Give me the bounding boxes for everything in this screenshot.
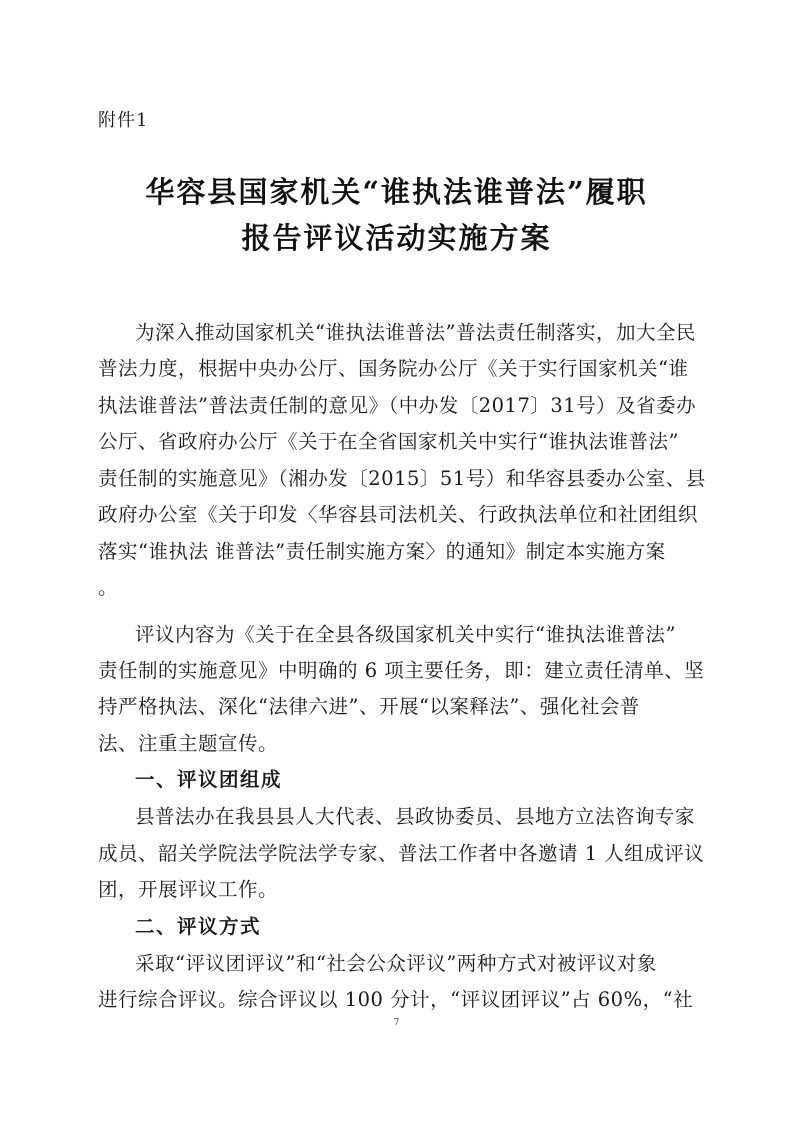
section2-paragraph-line: 采取“评议团评议”和“社会公众评议”两种方式对被评议对象 [135, 952, 657, 975]
intro-paragraph-line: 执法谁普法”普法责任制的意见》（中办发〔2017〕31号）及省委办 [98, 394, 697, 417]
content-paragraph-line: 责任制的实施意见》中明确的 6 项主要任务，即：建立责任清单、坚 [98, 659, 705, 682]
intro-paragraph-line: 政府办公室《关于印发〈华容县司法机关、行政执法单位和社团组织 [98, 503, 699, 526]
document-title-line-2: 报告评议活动实施方案 [241, 221, 552, 255]
attachment-label: 附件1 [98, 110, 149, 131]
section-heading-review-panel: 一、评议团组成 [135, 768, 283, 791]
section1-paragraph-line: 成员、韶关学院法学院法学专家、普法工作者中各邀请 1 人组成评议 [98, 842, 705, 865]
intro-paragraph-line: 落实“谁执法 谁普法”责任制实施方案〉的通知》制定本实施方案 [98, 540, 666, 563]
document-title-line-1: 华容县国家机关“谁执法谁普法”履职 [145, 175, 648, 209]
content-paragraph-line: 评议内容为《关于在全县各级国家机关中实行“谁执法谁普法” [135, 623, 676, 646]
section1-paragraph-line: 团，开展评议工作。 [98, 878, 279, 901]
section2-paragraph-line: 进行综合评议。综合评议以 100 分计，“评议团评议”占 60%，“社 [98, 988, 694, 1011]
content-paragraph-line: 持严格执法、深化“法律六进”、开展“以案释法”、强化社会普 [98, 695, 640, 718]
intro-paragraph-line: 为深入推动国家机关“谁执法谁普法”普法责任制落实，加大全民 [135, 321, 696, 344]
intro-paragraph-line: 责任制的实施意见》（湘办发〔2015〕51号）和华容县委办公室、县 [98, 467, 706, 490]
page-number: 7 [393, 1018, 400, 1028]
section-heading-review-method: 二、评议方式 [135, 915, 262, 938]
intro-paragraph-line: 普法力度，根据中央办公厅、国务院办公厅《关于实行国家机关“谁 [98, 357, 689, 380]
intro-paragraph-line: 。 [98, 576, 119, 599]
intro-paragraph-line: 公厅、省政府办公厅《关于在全省国家机关中实行“谁执法谁普法” [98, 430, 679, 453]
content-paragraph-line: 法、注重主题宣传。 [98, 732, 279, 755]
section1-paragraph-line: 县普法办在我县县人大代表、县政协委员、县地方立法咨询专家 [135, 805, 696, 828]
